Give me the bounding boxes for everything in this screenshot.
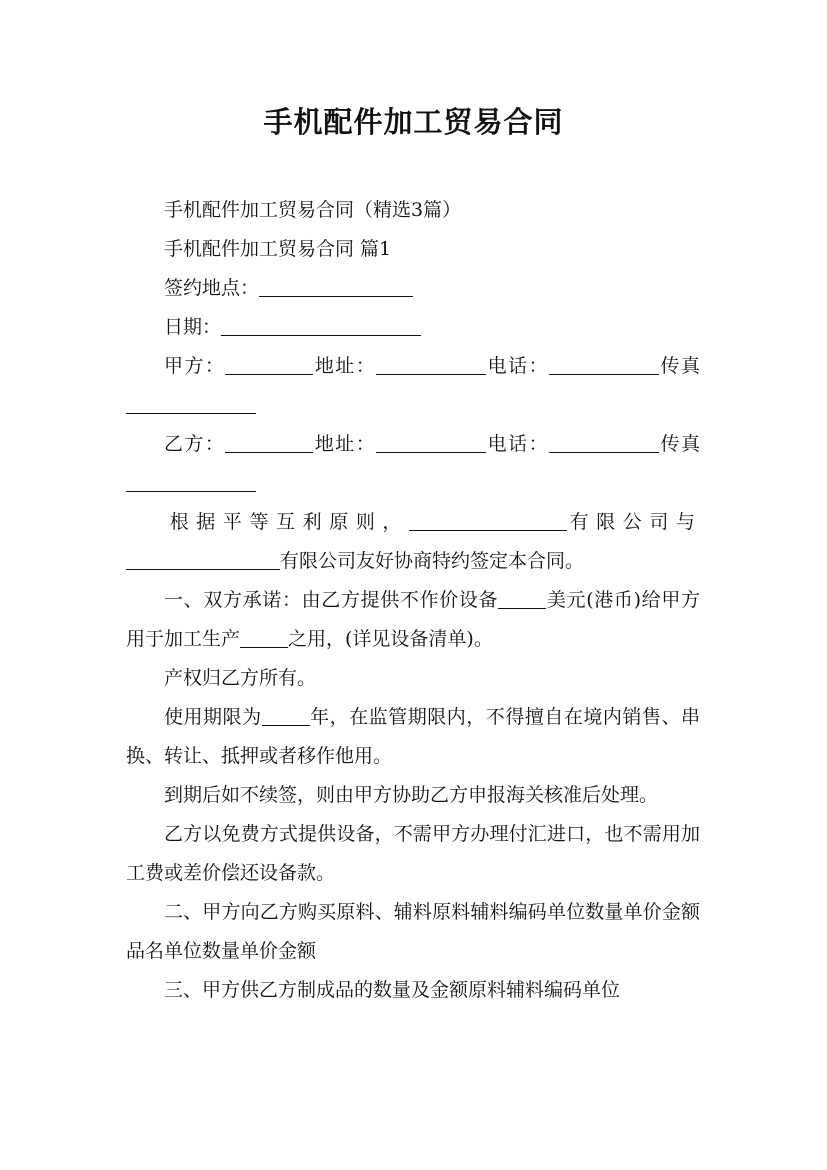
party-a-fax-label-2: 真 <box>680 355 700 377</box>
clause-1-part-3: 之用，(详见设备清单)。 <box>288 628 493 650</box>
party-b-fax-label-1: 传 <box>659 433 681 455</box>
clause-1 <box>126 581 700 659</box>
party-a-line <box>126 347 700 425</box>
principle-prefix: 根据平等互利原则， <box>169 511 410 533</box>
party-b-address-label: 地址： <box>313 433 377 455</box>
clause-2: 二、甲方向乙方购买原料、辅料原料辅料编码单位数量单价金额品名单位数量单价金额 <box>126 901 700 962</box>
party-b-phone-label: 电话： <box>486 433 550 455</box>
subtitle: 手机配件加工贸易合同（精选3篇） <box>164 199 462 221</box>
date-line <box>126 308 700 347</box>
party-a-phone-blank <box>549 354 659 375</box>
company-b-blank <box>126 549 280 570</box>
clause-1-part-1: 一、双方承诺：由乙方提供不作价设备 <box>164 589 499 611</box>
party-b-fax-label-2: 真 <box>680 433 700 455</box>
signing-place-line <box>126 269 700 308</box>
party-a-fax-blank <box>126 393 256 414</box>
usage-part-2: 年，在监管期限内，不得擅自在境内销售、串换、转让、抵押或者移作他用。 <box>126 706 700 767</box>
clause-1-part-2: 美元(港币)给甲方用于加工生产 <box>126 589 700 650</box>
party-a-address-blank <box>376 354 486 375</box>
party-a-address-label: 地址： <box>313 355 377 377</box>
production-blank <box>240 627 288 648</box>
party-a-phone-label: 电话： <box>486 355 550 377</box>
ownership-paragraph: 产权归乙方所有。 <box>164 667 317 689</box>
party-a-fax-label-1: 传 <box>659 355 681 377</box>
principle-mid: 有限公司与 <box>567 511 700 533</box>
expiry-paragraph: 到期后如不续签，则由甲方协助乙方申报海关核准后处理。 <box>164 784 659 806</box>
usage-paragraph <box>126 698 700 776</box>
party-b-phone-blank <box>549 432 659 453</box>
document-title: 手机配件加工贸易合同 <box>263 105 564 139</box>
document-body <box>126 191 700 1010</box>
principle-paragraph <box>126 503 700 581</box>
party-b-address-blank <box>376 432 486 453</box>
company-a-blank <box>409 510 567 531</box>
party-b-fax-blank <box>126 471 256 492</box>
party-b-line <box>126 425 700 503</box>
clause-3: 三、甲方供乙方制成品的数量及金额原料辅料编码单位 <box>164 979 621 1001</box>
principle-suffix: 有限公司友好协商特约签定本合同。 <box>280 550 585 572</box>
place-blank <box>259 276 413 297</box>
date-label: 日期： <box>164 316 222 338</box>
party-b-name-blank <box>225 432 313 453</box>
place-label: 签约地点： <box>164 277 260 299</box>
party-a-label: 甲方： <box>164 355 226 377</box>
free-supply-paragraph: 乙方以免费方式提供设备，不需甲方办理付汇进口，也不需用加工费或差价偿还设备款。 <box>126 823 700 884</box>
usage-years-blank <box>262 705 310 726</box>
equipment-value-blank <box>498 588 546 609</box>
section-heading: 手机配件加工贸易合同 篇1 <box>164 238 392 260</box>
party-b-label: 乙方： <box>164 433 226 455</box>
usage-part-1: 使用期限为 <box>164 706 262 728</box>
party-a-name-blank <box>225 354 313 375</box>
date-blank <box>221 315 421 336</box>
